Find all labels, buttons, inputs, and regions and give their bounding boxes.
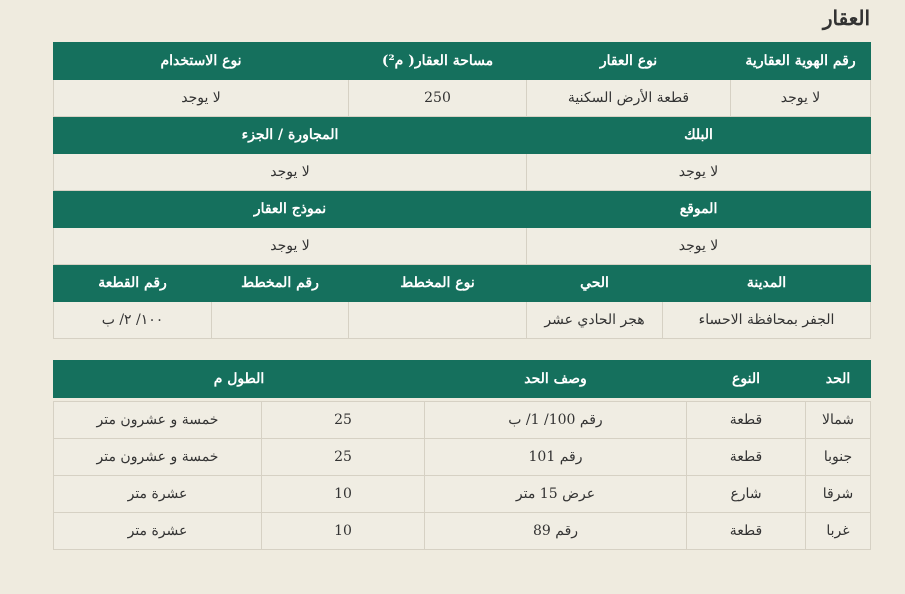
boundary-length: 10 (262, 476, 425, 513)
header-usage-type: نوع الاستخدام (54, 43, 349, 80)
header-neighborhood-part: المجاورة / الجزء (54, 117, 527, 154)
header-plan-number: رقم المخطط (212, 265, 349, 302)
boundary-description: رقم 100/ 1/ ب (425, 402, 687, 439)
boundary-type: قطعة (687, 513, 806, 550)
property-value-row-1 (54, 80, 871, 117)
value-usage-type: لا يوجد (54, 80, 349, 117)
boundary-row-west (54, 513, 871, 550)
header-property-area: مساحة العقار( م²) (349, 43, 527, 80)
value-district: هجر الحادي عشر (527, 302, 663, 339)
boundary-length-text: عشرة متر (54, 476, 262, 513)
property-value-row-3 (54, 228, 871, 265)
value-plan-type (349, 302, 527, 339)
value-property-id: لا يوجد (731, 80, 871, 117)
property-header-row-3 (54, 191, 871, 228)
section-title: العقار (822, 6, 870, 30)
boundary-side: شرقا (806, 476, 871, 513)
header-boundary-description: وصف الحد (425, 361, 687, 398)
header-plot-number: رقم القطعة (54, 265, 212, 302)
header-boundary: الحد (806, 361, 871, 398)
header-district: الحي (527, 265, 663, 302)
boundaries-header-row (54, 361, 871, 398)
header-property-type: نوع العقار (527, 43, 731, 80)
header-boundary-type: النوع (687, 361, 806, 398)
boundary-length-text: خمسة و عشرون متر (54, 402, 262, 439)
boundary-length: 10 (262, 513, 425, 550)
boundary-side: شمالا (806, 402, 871, 439)
value-plan-number (212, 302, 349, 339)
boundary-length: 25 (262, 402, 425, 439)
boundary-length: 25 (262, 439, 425, 476)
value-block: لا يوجد (527, 154, 871, 191)
boundary-side: جنوبا (806, 439, 871, 476)
value-location: لا يوجد (527, 228, 871, 265)
value-neighborhood-part: لا يوجد (54, 154, 527, 191)
header-block: البلك (527, 117, 871, 154)
boundary-row-south (54, 439, 871, 476)
value-property-type: قطعة الأرض السكنية (527, 80, 731, 117)
header-plan-type: نوع المخطط (349, 265, 527, 302)
property-value-row-2 (54, 154, 871, 191)
header-location: الموقع (527, 191, 871, 228)
property-value-row-4 (54, 302, 871, 339)
boundary-type: قطعة (687, 402, 806, 439)
value-property-area: 250 (349, 80, 527, 117)
boundary-length-text: عشرة متر (54, 513, 262, 550)
boundary-row-east (54, 476, 871, 513)
value-plot-number: ١٠٠/ ٢/ ب (54, 302, 212, 339)
header-city: المدينة (663, 265, 871, 302)
header-length: الطول م (54, 361, 425, 398)
boundaries-table (53, 360, 871, 550)
boundary-length-text: خمسة و عشرون متر (54, 439, 262, 476)
property-table (53, 42, 871, 339)
header-property-model: نموذج العقار (54, 191, 527, 228)
value-city: الجفر بمحافظة الاحساء (663, 302, 871, 339)
boundary-description: رقم 89 (425, 513, 687, 550)
property-header-row-1 (54, 43, 871, 80)
boundary-type: قطعة (687, 439, 806, 476)
boundary-side: غربا (806, 513, 871, 550)
boundary-row-north (54, 402, 871, 439)
value-property-model: لا يوجد (54, 228, 527, 265)
header-property-id: رقم الهوية العقارية (731, 43, 871, 80)
boundary-description: عرض 15 متر (425, 476, 687, 513)
property-header-row-4 (54, 265, 871, 302)
boundary-type: شارع (687, 476, 806, 513)
boundary-description: رقم 101 (425, 439, 687, 476)
property-header-row-2 (54, 117, 871, 154)
